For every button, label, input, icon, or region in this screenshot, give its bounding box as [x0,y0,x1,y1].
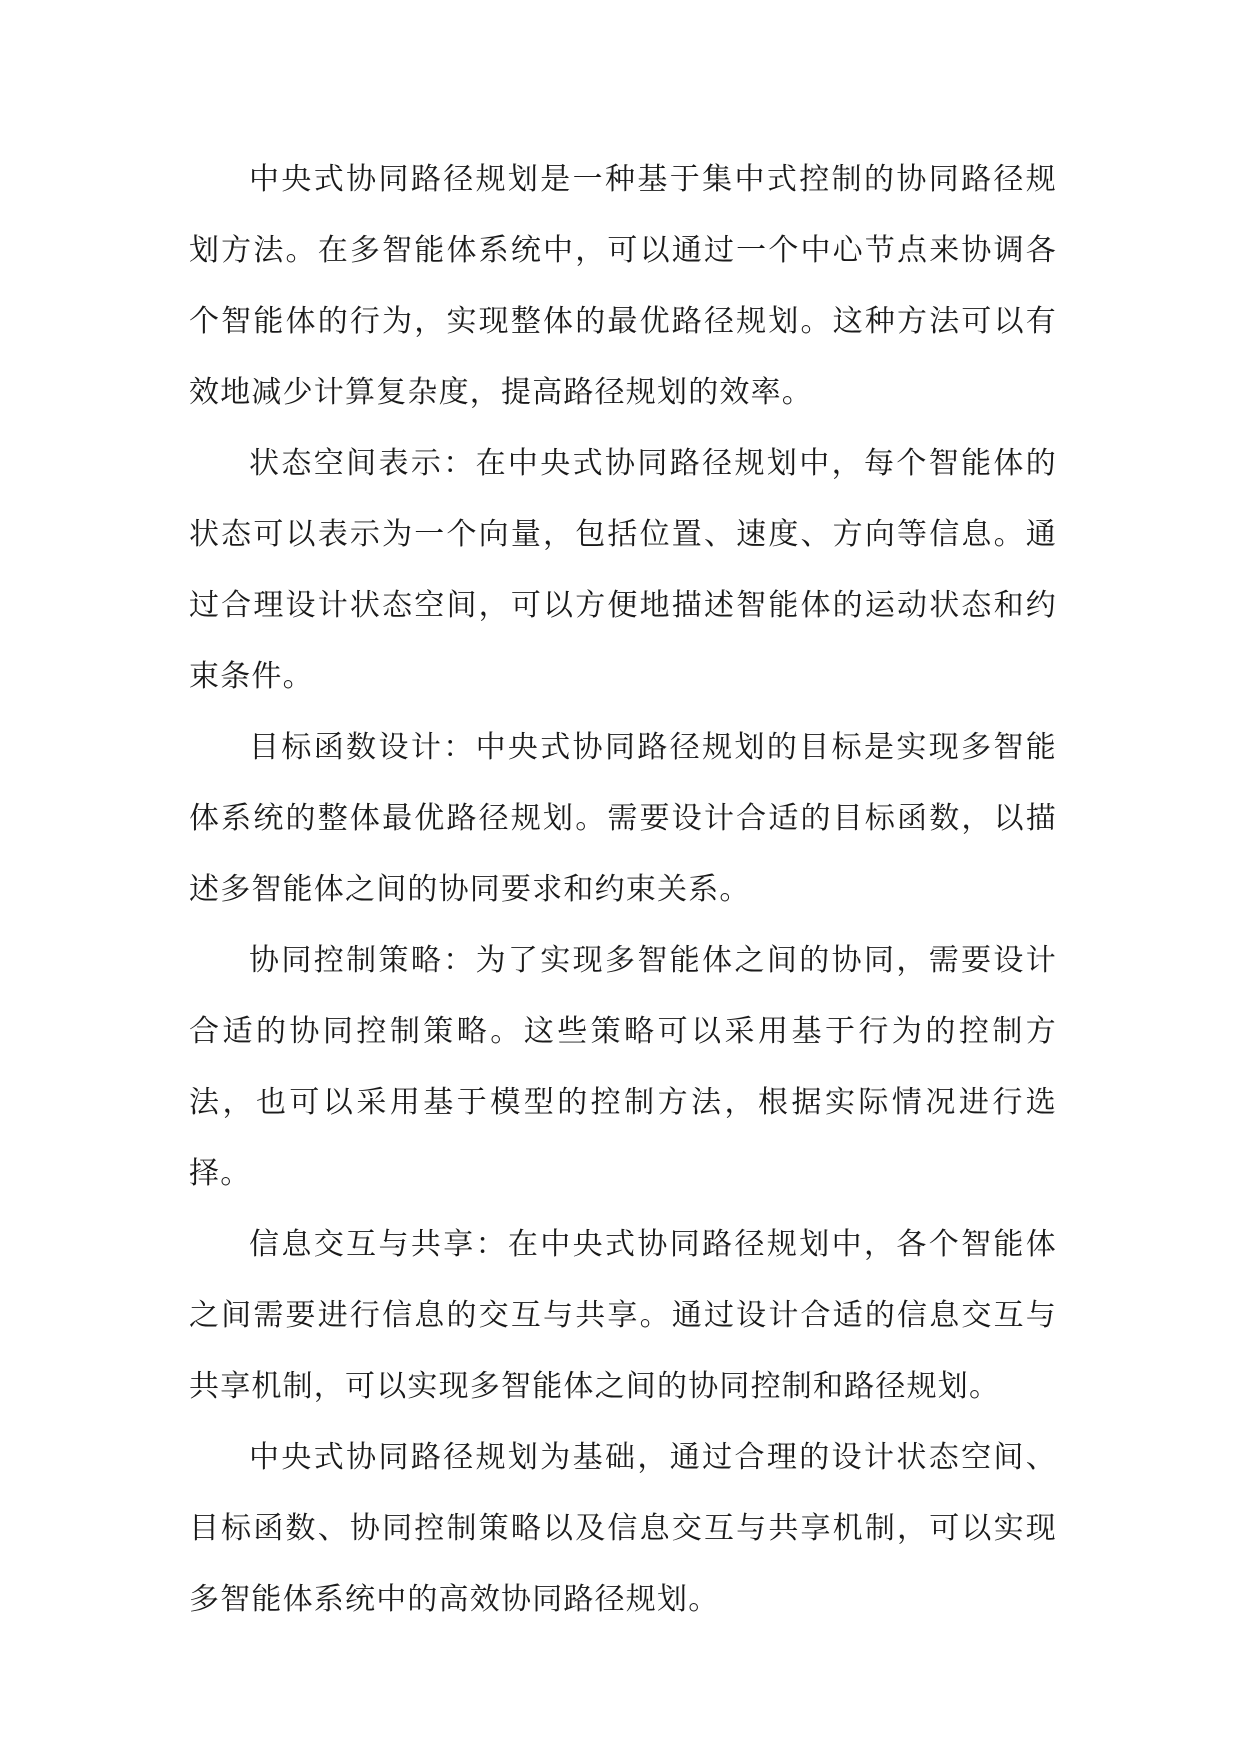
paragraph-control-strategy: 协同控制策略：为了实现多智能体之间的协同，需要设计合适的协同控制策略。这些策略可以采用基于行为的控制方法，也可以采用基于模型的控制方法，根据实际情况进行选择。 [189,943,1057,1191]
paragraph-state-space: 状态空间表示：在中央式协同路径规划中，每个智能体的状态可以表示为一个向量，包括位置、速度、方向等信息。通过合理设计状态空间，可以方便地描述智能体的运动状态和约束条件。 [189,446,1057,694]
paragraph-objective-function: 目标函数设计：中央式协同路径规划的目标是实现多智能体系统的整体最优路径规划。需要设计合适的目标函数，以描述多智能体之间的协同要求和约束关系。 [189,730,1057,907]
paragraph-centralized-planning: 中央式协同路径规划是一种基于集中式控制的协同路径规划方法。在多智能体系统中，可以通过一个中心节点来协调各个智能体的行为，实现整体的最优路径规划。这种方法可以有效地减少计算复杂度，提高路径规划的效率。 [189,162,1057,410]
paragraph-information-sharing: 信息交互与共享：在中央式协同路径规划中，各个智能体之间需要进行信息的交互与共享。通过设计合适的信息交互与共享机制，可以实现多智能体之间的协同控制和路径规划。 [189,1227,1057,1404]
document-body [189,144,1057,1635]
paragraph-conclusion: 中央式协同路径规划为基础，通过合理的设计状态空间、目标函数、协同控制策略以及信息交互与共享机制，可以实现多智能体系统中的高效协同路径规划。 [189,1440,1057,1617]
